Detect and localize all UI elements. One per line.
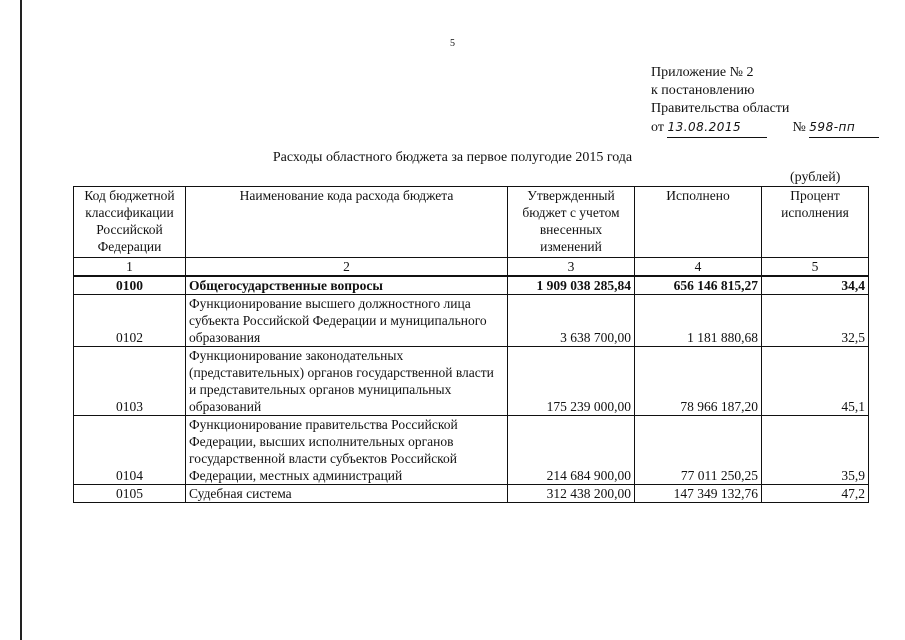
column-number: 2	[186, 258, 508, 277]
table-row	[74, 416, 869, 485]
annex-line-3: Правительства области	[651, 101, 790, 116]
header-percent: Процент исполнения	[762, 187, 869, 258]
header-row	[74, 187, 869, 258]
annex-number-prefix: №	[792, 120, 806, 135]
column-number-row	[74, 258, 869, 277]
row-percent: 47,2	[762, 485, 869, 503]
row-code: 0104	[74, 416, 186, 485]
header-code: Код бюджетной классификации Российской Федерации	[74, 187, 186, 258]
row-approved: 1 909 038 285,84	[508, 276, 635, 295]
annex-date-handwritten: 13.08.2015	[667, 120, 742, 134]
document-title: Расходы областного бюджета за первое полугодие 2015 года	[272, 150, 633, 165]
row-name: Функционирование правительства Российской Федерации, высших исполнительных органов государственной власти субъектов Российской Федерации, местных администраций	[186, 416, 508, 485]
row-executed: 656 146 815,27	[635, 276, 762, 295]
annex-line-2: к постановлению	[651, 83, 755, 98]
row-code: 0102	[74, 295, 186, 347]
row-percent: 32,5	[762, 295, 869, 347]
column-number: 1	[74, 258, 186, 277]
annex-date-line	[651, 118, 879, 138]
annex-date-field	[667, 118, 767, 138]
row-code: 0100	[74, 276, 186, 295]
column-number: 5	[762, 258, 869, 277]
scan-left-edge	[20, 0, 22, 640]
row-executed: 147 349 132,76	[635, 485, 762, 503]
annex-number-handwritten: 598-пп	[809, 120, 856, 134]
table-row	[74, 276, 869, 295]
row-code: 0103	[74, 347, 186, 416]
row-name: Функционирование законодательных (представительных) органов государственной власти и представительных органов муниципальных образований	[186, 347, 508, 416]
row-percent: 35,9	[762, 416, 869, 485]
row-percent: 45,1	[762, 347, 869, 416]
row-executed: 1 181 880,68	[635, 295, 762, 347]
table-row	[74, 347, 869, 416]
column-number: 4	[635, 258, 762, 277]
annex-number-field	[809, 118, 879, 138]
table-row	[74, 295, 869, 347]
row-approved: 312 438 200,00	[508, 485, 635, 503]
row-percent: 34,4	[762, 276, 869, 295]
table-row	[74, 485, 869, 503]
row-name: Общегосударственные вопросы	[186, 276, 508, 295]
row-name: Судебная система	[186, 485, 508, 503]
row-approved: 175 239 000,00	[508, 347, 635, 416]
unit-label: (рублей)	[790, 170, 841, 185]
row-executed: 77 011 250,25	[635, 416, 762, 485]
row-name: Функционирование высшего должностного лица субъекта Российской Федерации и муниципального образования	[186, 295, 508, 347]
row-code: 0105	[74, 485, 186, 503]
column-number: 3	[508, 258, 635, 277]
header-executed: Исполнено	[635, 187, 762, 258]
annex-date-prefix: от	[651, 120, 664, 135]
row-approved: 214 684 900,00	[508, 416, 635, 485]
row-executed: 78 966 187,20	[635, 347, 762, 416]
header-approved: Утвержденный бюджет с учетом внесенных изменений	[508, 187, 635, 258]
annex-line-1: Приложение № 2	[651, 65, 754, 80]
annex-block	[651, 64, 879, 138]
budget-table	[73, 186, 869, 503]
page-number: 5	[450, 38, 455, 49]
row-approved: 3 638 700,00	[508, 295, 635, 347]
header-name: Наименование кода расхода бюджета	[186, 187, 508, 258]
